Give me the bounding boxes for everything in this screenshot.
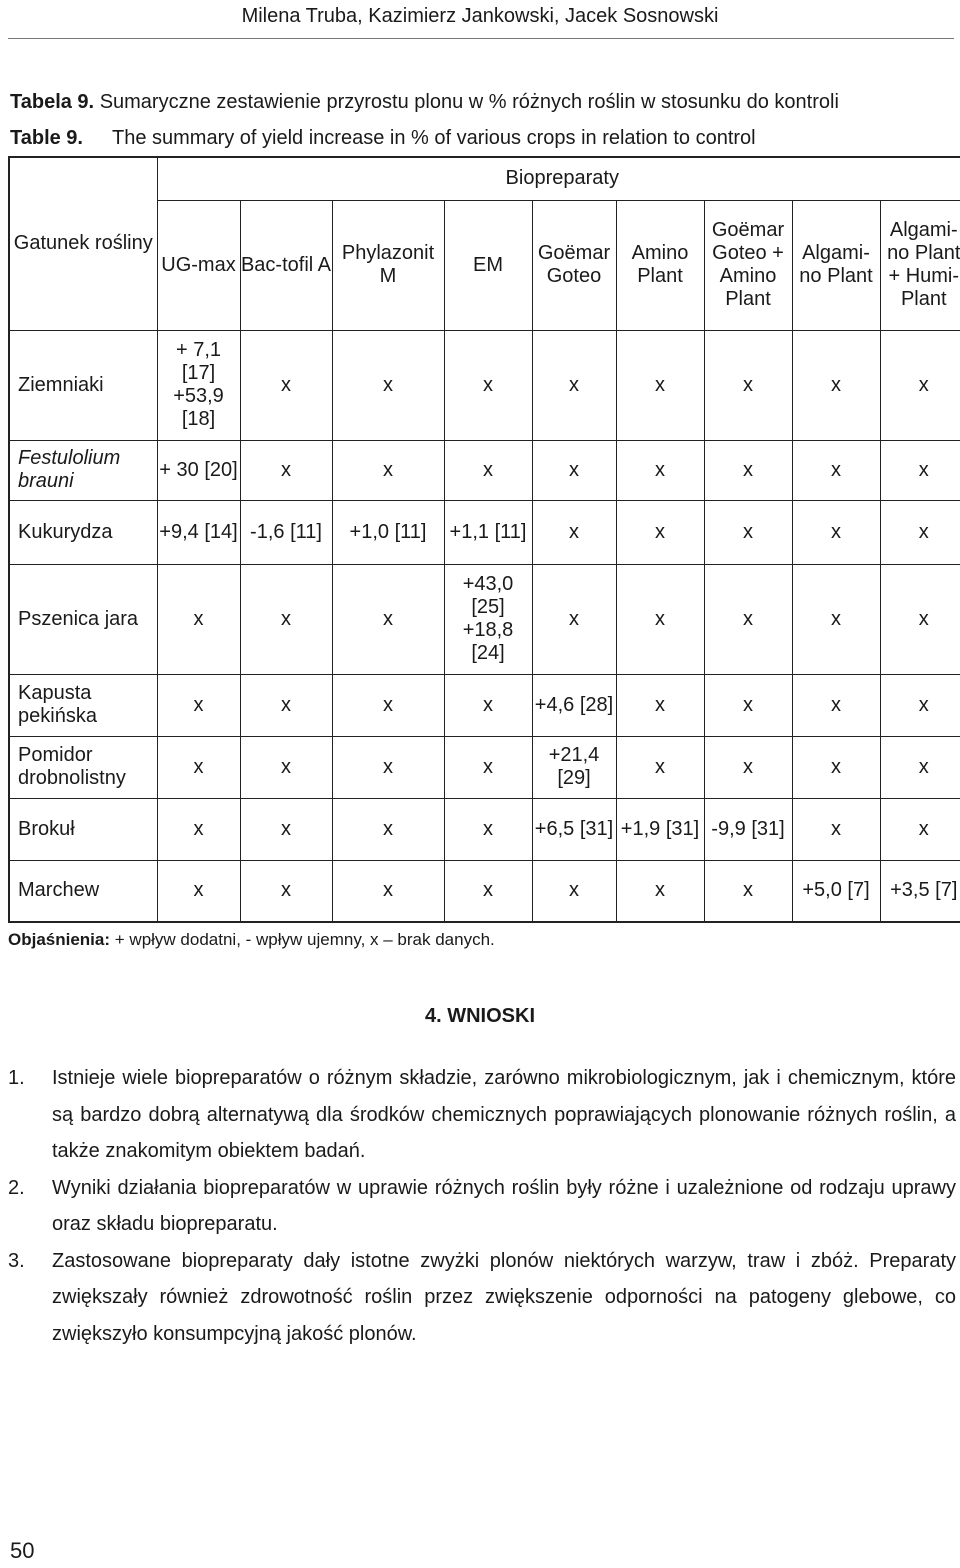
table-cell: x [444, 798, 532, 860]
table-row [9, 860, 960, 922]
conclusion-text: Wyniki działania biopreparatów w uprawie różnych roślin były różne i uzależnione od rodzaju uprawy oraz składu biopreparatu. [52, 1176, 956, 1235]
table-cell: x [532, 860, 616, 922]
table-cell: x [880, 330, 960, 440]
table-cell: +5,0 [7] [792, 860, 880, 922]
table-cell: x [157, 798, 240, 860]
caption-pl-label: Tabela 9. [10, 91, 95, 113]
table-cell: x [240, 330, 332, 440]
table-cell: x [880, 736, 960, 798]
table-cell: x [880, 564, 960, 674]
table-cell: x [240, 440, 332, 500]
table-cell: x [880, 798, 960, 860]
table-cell: + 7,1 [17] +53,9 [18] [157, 330, 240, 440]
header-col-8: Algami-no Plant + Humi-Plant [880, 200, 960, 330]
table-cell: x [240, 798, 332, 860]
table-caption-en [10, 124, 756, 152]
table-cell: + 30 [20] [157, 440, 240, 500]
header-col-3: EM [444, 200, 532, 330]
table-cell: +1,9 [31] [616, 798, 704, 860]
row-species-name: Brokuł [9, 798, 157, 860]
table-cell: +43,0 [25] +18,8 [24] [444, 564, 532, 674]
table-row [9, 500, 960, 564]
section-title: 4. WNIOSKI [424, 1005, 535, 1027]
table-cell: x [332, 860, 444, 922]
table-cell: +1,0 [11] [332, 500, 444, 564]
running-head: Milena Truba, Kazimierz Jankowski, Jacek Sosnowski [241, 5, 719, 27]
page-number: 50 [10, 1538, 35, 1563]
table-cell: x [616, 440, 704, 500]
table-cell: x [704, 860, 792, 922]
table-cell: x [704, 440, 792, 500]
table-cell: x [616, 674, 704, 736]
table-cell: x [880, 674, 960, 736]
table-cell: x [332, 440, 444, 500]
header-col-4: Goëmar Goteo [532, 200, 616, 330]
table-cell: -9,9 [31] [704, 798, 792, 860]
header-col-2: Phylazonit M [332, 200, 444, 330]
table-cell: x [880, 440, 960, 500]
table-body [9, 330, 960, 922]
table-cell: x [616, 330, 704, 440]
row-species-name: Marchew [9, 860, 157, 922]
table-cell: x [704, 674, 792, 736]
header-rule [8, 38, 954, 39]
table-cell: x [444, 736, 532, 798]
row-species-name: Pomidor drobnolistny [9, 736, 157, 798]
table-cell: x [792, 674, 880, 736]
conclusion-item [8, 1060, 956, 1170]
table-row [9, 330, 960, 440]
table-cell: x [704, 736, 792, 798]
table-cell: x [332, 330, 444, 440]
table-cell: x [792, 798, 880, 860]
table-cell: x [332, 674, 444, 736]
table-cell: +21,4 [29] [532, 736, 616, 798]
table-cell: x [444, 440, 532, 500]
header-col-7: Algami-no Plant [792, 200, 880, 330]
table-row [9, 798, 960, 860]
caption-en-label: Table 9. [10, 127, 83, 149]
header-col-0: UG-max [157, 200, 240, 330]
row-species-name: Kukurydza [9, 500, 157, 564]
row-species-name: Pszenica jara [9, 564, 157, 674]
caption-pl-text: Sumaryczne zestawienie przyrostu plonu w % różnych roślin w stosunku do kontroli [99, 91, 839, 113]
table-cell: x [616, 736, 704, 798]
table-cell: +3,5 [7] [880, 860, 960, 922]
table-caption-pl [10, 88, 839, 116]
table-cell: x [444, 330, 532, 440]
table-cell: x [792, 736, 880, 798]
table-cell: x [444, 674, 532, 736]
table-cell: x [332, 798, 444, 860]
conclusion-item [8, 1170, 956, 1243]
table-cell: x [704, 500, 792, 564]
table-cell: x [332, 736, 444, 798]
table-cell: +1,1 [11] [444, 500, 532, 564]
table-cell: x [616, 860, 704, 922]
conclusion-item [8, 1243, 956, 1353]
header-col-5: Amino Plant [616, 200, 704, 330]
table-row [9, 564, 960, 674]
conclusion-number: 2. [8, 1176, 25, 1199]
notes-text: + wpływ dodatni, - wpływ ujemny, x – brak danych. [114, 930, 495, 949]
table-cell: x [532, 564, 616, 674]
row-species-name: Kapusta pekińska [9, 674, 157, 736]
table-cell: x [532, 440, 616, 500]
yield-table [8, 156, 960, 923]
conclusion-text: Istnieje wiele biopreparatów o różnym składzie, zarówno mikrobiologicznym, jak i chemicznym, które są bardzo dobrą alternatywą dla środków chemicznych poprawiających plonowanie różnych roślin, a także znakomitym obiektem badań. [52, 1067, 956, 1162]
header-col-1: Bac-tofil A [240, 200, 332, 330]
caption-en-text: The summary of yield increase in % of various crops in relation to control [112, 127, 756, 149]
table-cell: x [704, 330, 792, 440]
table-cell: x [240, 860, 332, 922]
table-cell: x [532, 330, 616, 440]
table-cell: x [240, 736, 332, 798]
header-species: Gatunek rośliny [9, 157, 157, 330]
row-species-name [9, 440, 157, 500]
table-cell: x [332, 564, 444, 674]
table-cell: +6,5 [31] [532, 798, 616, 860]
table-row [9, 674, 960, 736]
table-cell: +4,6 [28] [532, 674, 616, 736]
table-cell: x [532, 500, 616, 564]
table-cell: +9,4 [14] [157, 500, 240, 564]
table-cell: x [792, 440, 880, 500]
row-species-name: Ziemniaki [9, 330, 157, 440]
table-cell: x [704, 564, 792, 674]
table-cell: x [157, 564, 240, 674]
conclusions-list [8, 1060, 956, 1352]
table-row [9, 440, 960, 500]
header-col-6: Goëmar Goteo + Amino Plant [704, 200, 792, 330]
conclusion-text: Zastosowane biopreparaty dały istotne zwyżki plonów niektórych warzyw, traw i zbóż. Preparaty zwiększały również zdrowotność roślin przez zwiększenie odporności na patogeny glebowe, co zwiększyło konsumpcyjną jakość plonów. [52, 1249, 956, 1345]
conclusion-number: 1. [8, 1067, 25, 1089]
table-cell: x [880, 500, 960, 564]
table-cell: x [792, 500, 880, 564]
table-cell: x [444, 860, 532, 922]
conclusion-number: 3. [8, 1249, 25, 1272]
table-cell: -1,6 [11] [240, 500, 332, 564]
notes-label: Objaśnienia: [8, 930, 111, 949]
table-cell: x [792, 564, 880, 674]
header-group: Biopreparaty [157, 157, 960, 200]
table-cell: x [616, 500, 704, 564]
table-cell: x [240, 564, 332, 674]
table-cell: x [792, 330, 880, 440]
table-cell: x [616, 564, 704, 674]
table-cell: x [157, 736, 240, 798]
row-species-name-italic: Festulolium brauni [18, 447, 121, 492]
table-cell: x [157, 860, 240, 922]
table-row [9, 736, 960, 798]
table-cell: x [157, 674, 240, 736]
table-notes [8, 928, 495, 952]
table-cell: x [240, 674, 332, 736]
